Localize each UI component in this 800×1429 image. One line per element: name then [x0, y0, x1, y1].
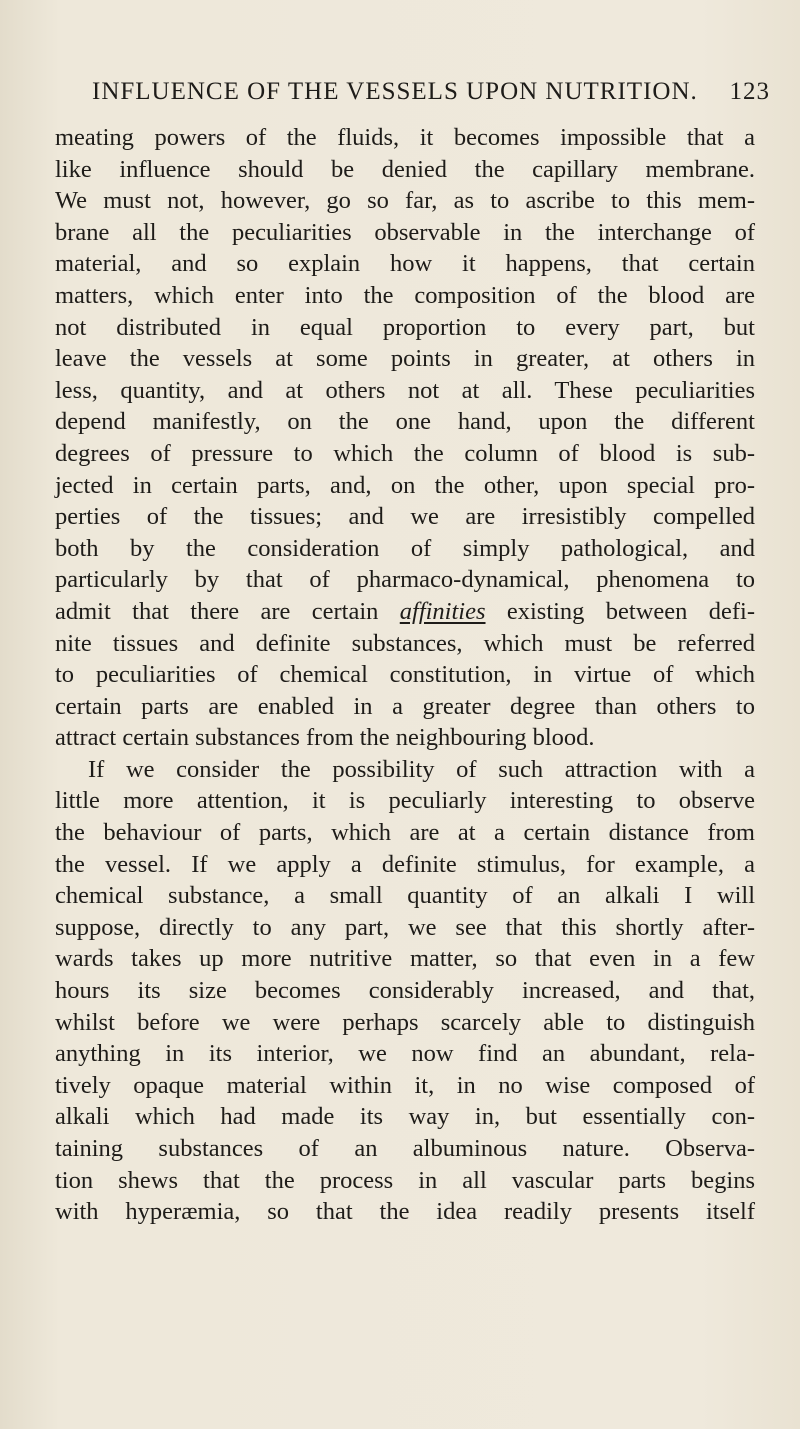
text-fragment: existing between defi- [485, 597, 755, 625]
text-line: hours its size becomes considerably increased, and that, [55, 977, 755, 1005]
text-line: certain parts are enabled in a greater degree than others to [55, 692, 755, 720]
text-line: attract certain substances from the neighbouring blood. [55, 724, 595, 752]
text-line: meating powers of the fluids, it becomes impossible that a [55, 124, 755, 151]
paragraph-2 [55, 754, 755, 1228]
running-title: INFLUENCE OF THE VESSELS UPON NUTRITION. [92, 78, 698, 105]
text-line: perties of the tissues; and we are irresistibly compelled [55, 503, 755, 531]
text-line: with hyperæmia, so that the idea readily presents itself [55, 1198, 755, 1226]
emphasized-word: affinities [399, 597, 486, 625]
text-line: brane all the peculiarities observable in the interchange of [55, 218, 755, 246]
text-line: less, quantity, and at others not at all. These peculiarities [55, 376, 755, 404]
text-line: If we consider the possibility of such attraction with a [88, 755, 755, 783]
text-line: We must not, however, go so far, as to ascribe to this mem- [55, 187, 755, 215]
text-line: taining substances of an albuminous nature. Observa- [55, 1135, 755, 1162]
text-line: alkali which had made its way in, but essentially con- [55, 1103, 755, 1131]
text-line: the behaviour of parts, which are at a certain distance from [55, 819, 755, 847]
text-line: chemical substance, a small quantity of an alkali I will [55, 882, 755, 910]
text-line: material, and so explain how it happens, that certain [55, 250, 755, 278]
text-line: like influence should be denied the capillary membrane. [55, 155, 755, 183]
text-line: matters, which enter into the composition of the blood are [55, 281, 755, 309]
text-line: anything in its interior, we now find an abundant, rela- [55, 1040, 755, 1068]
page-header [92, 78, 770, 108]
text-line: the vessel. If we apply a definite stimulus, for example, a [55, 850, 755, 878]
text-line: wards takes up more nutritive matter, so that even in a few [55, 945, 755, 973]
text-line: little more attention, it is peculiarly interesting to observe [55, 787, 755, 815]
page-number: 123 [729, 78, 770, 105]
text-line: not distributed in equal proportion to every part, but [55, 313, 755, 341]
text-line-with-emphasis [55, 596, 755, 628]
text-line: nite tissues and definite substances, which must be referred [55, 629, 755, 657]
text-line: jected in certain parts, and, on the other, upon special pro- [55, 471, 755, 499]
text-line: to peculiarities of chemical constitution, in virtue of which [55, 661, 755, 689]
text-line: leave the vessels at some points in greater, at others in [55, 345, 755, 373]
text-line: tion shews that the process in all vascular parts begins [55, 1166, 755, 1194]
text-line: particularly by that of pharmaco-dynamical, phenomena to [55, 566, 755, 594]
text-line: degrees of pressure to which the column of blood is sub- [55, 439, 755, 467]
text-line: whilst before we were perhaps scarcely able to distinguish [55, 1008, 755, 1036]
text-fragment: admit that there are certain [55, 597, 400, 625]
body-text [55, 122, 755, 1228]
paragraph-1 [55, 122, 755, 754]
text-line: both by the consideration of simply pathological, and [55, 534, 755, 562]
text-line: suppose, directly to any part, we see that this shortly after- [55, 913, 755, 941]
text-line: depend manifestly, on the one hand, upon the different [55, 408, 755, 436]
text-line: tively opaque material within it, in no wise composed of [55, 1071, 755, 1099]
